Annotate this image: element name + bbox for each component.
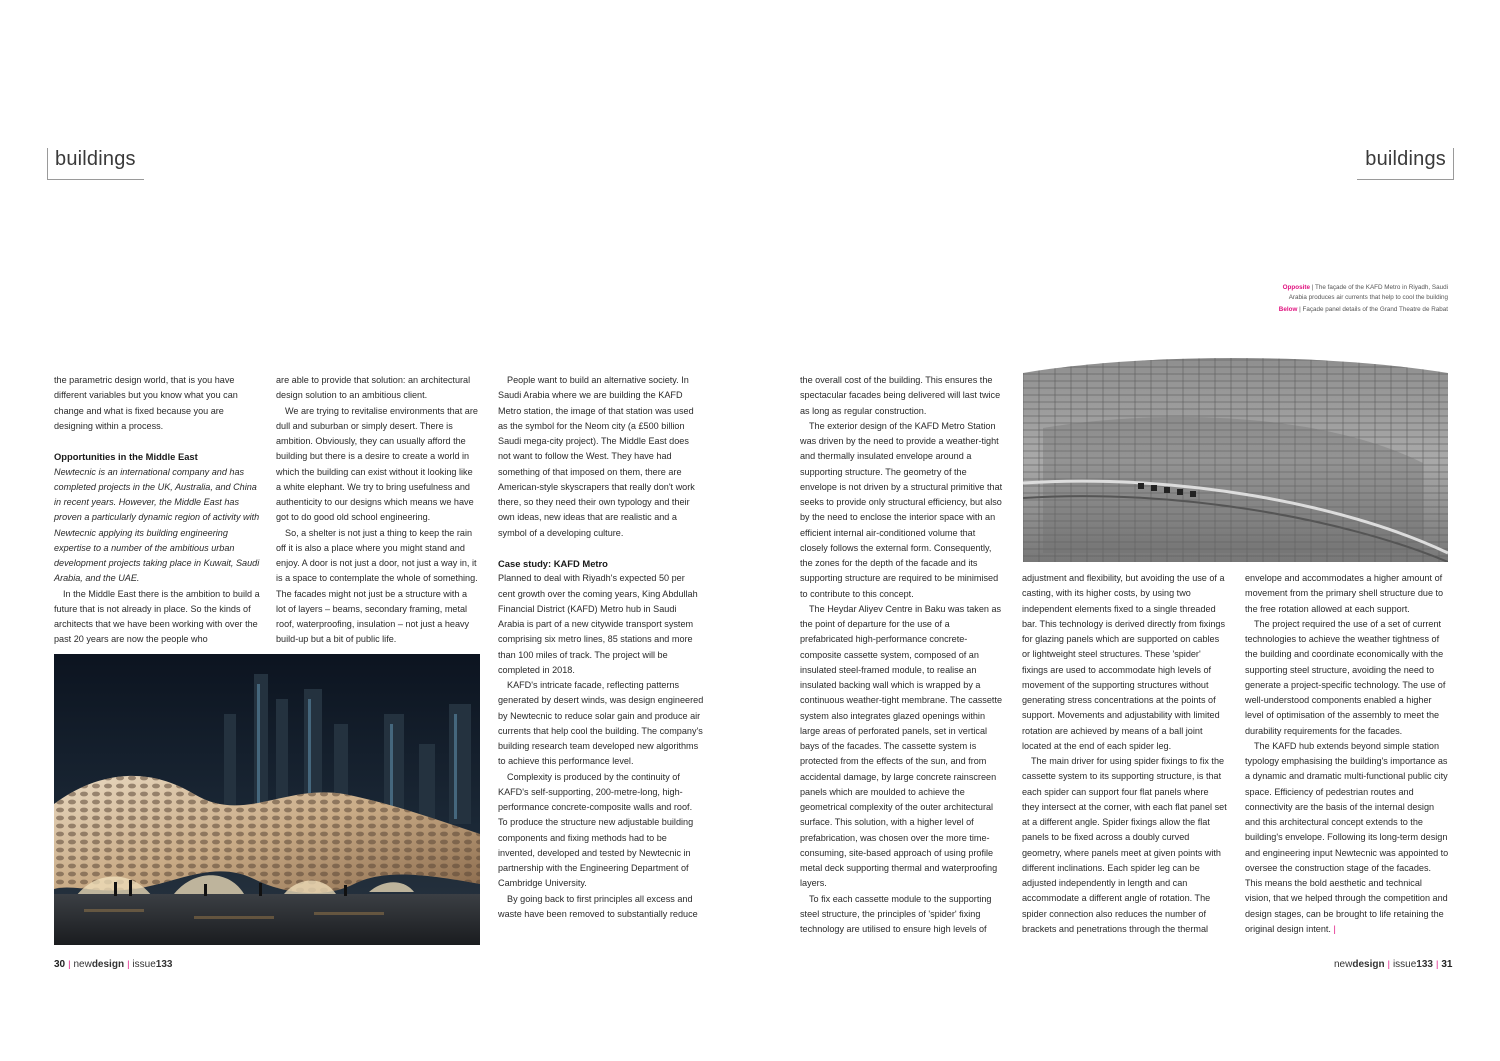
section-tab-right bbox=[1357, 148, 1454, 180]
page-number-right: 31 bbox=[1441, 959, 1453, 970]
subheading-middle-east: Opportunities in the Middle East bbox=[54, 451, 198, 463]
text-column-2 bbox=[276, 373, 479, 648]
caption-below-text: Façade panel details of the Grand Theatre de Rabat bbox=[1302, 306, 1448, 313]
caption-opposite-text-1: The façade of the KAFD Metro in Riyadh, Saudi bbox=[1314, 284, 1448, 291]
issue-label: issue133 bbox=[132, 959, 173, 970]
text-column-4 bbox=[800, 373, 1004, 937]
section-title-right: buildings bbox=[1365, 148, 1446, 170]
subheading-case-study: Case study: KAFD Metro bbox=[498, 558, 608, 569]
kafd-metro-photo bbox=[54, 654, 480, 945]
text-column-6 bbox=[1245, 571, 1450, 937]
paragraph: The Heydar Aliyev Centre in Baku was taken as the point of departure for the use of a prefabricated high-performance concrete-composite cassette system, composed of an insulated steel-framed module, to realise an insulated backing wall which is wrapped by a continuous weather-tight membrane. The cassette system also integrates glazed openings within large areas of perforated panels, set in vertical bays of the facades. The cassette system is protected from the effects of the sun, and from accidental damage, by large concrete rainscreen panels which are moulded to achieve the geometrical complexity of the outer architectural surface. This solution, with a higher level of prefabrication, was chosen over the more time-consuming, site-based approach of using profile metal deck supporting thermal and waterproofing layers. bbox=[800, 603, 1003, 889]
intro-paragraph: Newtecnic is an international company and has completed projects in the UK, Australia, and China in recent years. However, the Middle East has proven a particularly dynamic region of activity with Newtecnic applying its building engineering expertise to a number of the ambitious urban development projects taking place in Kuwait, Saudi Arabia, and the UAE. bbox=[54, 466, 260, 584]
caption-opposite-text-2: Arabia produces air currents that help to cool the building bbox=[1288, 294, 1448, 301]
paragraph: In the Middle East there is the ambition to build a future that is not already in place. So the kinds of architects that we have been working with over the past 20 years are now the people who bbox=[54, 588, 260, 645]
paragraph: Complexity is produced by the continuity of KAFD's self-supporting, 200-metre-long, high-performance concrete-composite walls and roof. To produce the structure new adjustable building components and fixing methods had to be invented, developed and tested by Newtecnic in partnership with the Engineering Department of Cambridge University. bbox=[498, 771, 694, 889]
paragraph: The main driver for using spider fixings to fix the cassette system to its supporting structure, is that each spider can support four flat panels where they intersect at the corner, with each flat panel set at a different angle. Spider fixings allow the flat panels to be fixed across a doubly curved geometry, where panels meet at given points with different inclinations. Each spider leg can be adjusted independently in length and can accommodate a different angle of rotation. The spider connection also reduces the number of brackets and penetrations through the thermal bbox=[1022, 756, 1227, 934]
publication-name: newdesign bbox=[73, 959, 125, 970]
paragraph: Planned to deal with Riyadh's expected 50 per cent growth over the coming years, King Abdullah Financial District (KAFD) Metro hub in Saudi Arabia is part of a new citywide transport system comprising six metro lines, 85 stations and more than 100 miles of track. The project will be completed in 2018. bbox=[498, 573, 698, 675]
paragraph: the parametric design world, that is you have different variables but you know what you can change and what is fixed because you are designing within a process. bbox=[54, 375, 238, 431]
paragraph: The project required the use of a set of current technologies to achieve the weather tightness of the building and coordinate economically with the supporting steel structure, avoiding the need to generate a project-specific technology. The use of well-understood components enabled a higher level of optimisation of the assembly to meet the durability requirements for the facades. bbox=[1245, 618, 1446, 736]
publication-name: newdesign bbox=[1334, 959, 1385, 970]
caption-below: Below | Façade panel details of the Grand Theatre de Rabat bbox=[1278, 306, 1448, 313]
paragraph: To fix each cassette module to the supporting steel structure, the principles of 'spider' fixing technology are utilised to ensure high levels of bbox=[800, 893, 992, 934]
caption-opposite: Opposite | The façade of the KAFD Metro in Riyadh, Saudi Arabia produces air currents that help to cool the building bbox=[1282, 284, 1448, 301]
caption-below-label: Below bbox=[1278, 306, 1298, 313]
caption-opposite-label: Opposite bbox=[1282, 284, 1310, 291]
facade-detail-photo bbox=[1023, 353, 1448, 562]
paragraph: We are trying to revitalise environments that are dull and suburban or simply desert. There is ambition. Obviously, they can usually afford the building but there is a desire to create a world in which the building can exist without it looking like a white elephant. We try to bring usefulness and authenticity to our designs which means we have got to do good old school engineering. bbox=[276, 405, 478, 523]
paragraph bbox=[1245, 739, 1450, 937]
paragraph: So, a shelter is not just a thing to keep the rain off it is also a place where you might stand and enjoy. A door is not just a door, not just a way in, it is a space to contemplate the whole of something. The facades might not just be a structure with a lot of layers – beams, secondary framing, metal roof, waterproofing, insulation – not just a heavy build-up but a bit of public life. bbox=[276, 527, 478, 645]
paragraph: KAFD's intricate facade, reflecting patterns generated by desert winds, was design engineered by Newtecnic to reduce solar gain and produce air currents that help cool the building. The company's building research team developed new algorithms to achieve this performance level. bbox=[498, 680, 704, 767]
paragraph: adjustment and flexibility, but avoiding the use of a casting, with its higher costs, by using two independent elements fixed to a single threaded bar. This technology is derived directly from fixings for glazing panels which are supported on cables or lightweight steel structures. These 'spider' fixings are used to accommodate high levels of movement of the supporting structures without generating stress concentrations at the points of support. Movements and adjustability with limited rotation are achieved by means of a ball joint located at the end of each spider leg. bbox=[1022, 573, 1226, 751]
paragraph: envelope and accommodates a higher amount of movement from the primary shell structure due to the free rotation allowed at each support. bbox=[1245, 573, 1444, 614]
text-column-5 bbox=[1022, 571, 1227, 937]
paragraph: the overall cost of the building. This ensures the spectacular facades being delivered will last twice as long as regular construction. bbox=[800, 375, 1001, 416]
photo-captions bbox=[1200, 283, 1448, 315]
paragraph-text: The KAFD hub extends beyond simple station typology emphasising the building's importance as a dynamic and dramatic multi-functional public city space. Efficiency of pedestrian routes and connectivity are the basis of the internal design and this architectural concept extends to the building's envelope. Following its long-term design and engineering input Newtecnic was appointed to oversee the construction stage of the facades. This means the bold aesthetic and technical vision, that we helped through the competition and design stages, can be brought to life retaining the original design intent. bbox=[1245, 740, 1449, 934]
paragraph: By going back to first principles all excess and waste have been removed to substantially reduce bbox=[498, 893, 698, 919]
footer-separator: | bbox=[1387, 959, 1390, 969]
issue-label: issue133 bbox=[1392, 959, 1433, 970]
page-number-left: 30 bbox=[54, 959, 66, 970]
paragraph: are able to provide that solution: an architectural design solution to an ambitious client. bbox=[276, 375, 471, 401]
footer-left bbox=[54, 959, 172, 970]
end-mark: | bbox=[1333, 923, 1336, 934]
paragraph: People want to build an alternative society. In Saudi Arabia where we are building the KAFD Metro station, the image of that station was used as the symbol for the Neom city (a £500 billion Saudi mega-city project). The Middle East does not want to follow the West. They have had something of that imposed on them, there are American-style skyscrapers that really don't work there, so they need their own typology and their own ideas, new ideas that are realistic and a symbol of a developing culture. bbox=[498, 375, 695, 538]
footer-separator: | bbox=[127, 959, 130, 969]
text-column-3 bbox=[498, 373, 704, 922]
section-tab-left bbox=[47, 148, 144, 180]
footer-separator: | bbox=[68, 959, 71, 969]
section-title-left: buildings bbox=[55, 148, 136, 170]
footer-right bbox=[1334, 959, 1452, 970]
paragraph: The exterior design of the KAFD Metro Station was driven by the need to provide a weather-tight and thermally insulated envelope around a supporting structure. The geometry of the envelope is not driven by a structural primitive that seeks to provide only structural efficiency, but also by the need to enclose the interior space with an efficient internal air-conditioned volume that closely follows the external form. Consequently, the zones for the depth of the facade and its supporting structure are required to be minimised to contribute to this concept. bbox=[800, 420, 1003, 599]
footer-separator: | bbox=[1435, 959, 1439, 969]
text-column-1 bbox=[54, 373, 260, 648]
